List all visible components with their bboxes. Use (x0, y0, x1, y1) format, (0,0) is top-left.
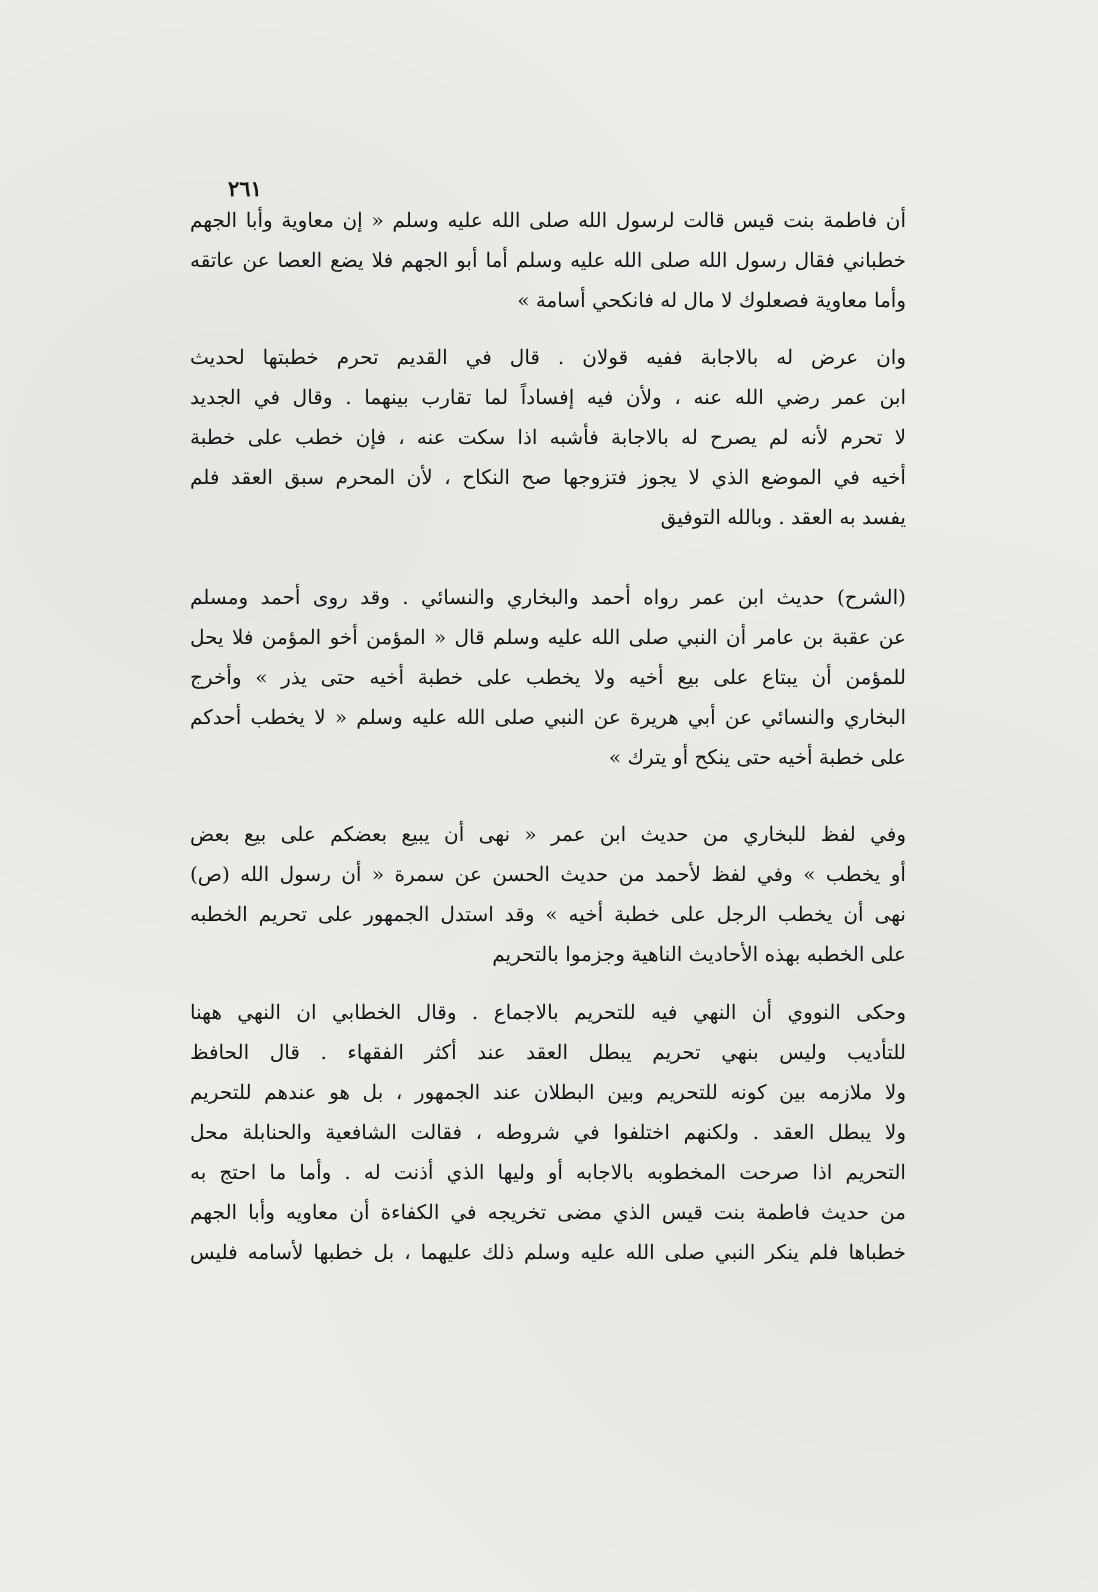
text-line: ولا ملازمه بين كونه للتحريم وبين البطلان عند الجمهور ، بل هو عندهم للتحريم (190, 1080, 906, 1104)
text-line: (الشرح) حديث ابن عمر رواه أحمد والبخاري والنسائي . وقد روى أحمد ومسلم (190, 585, 906, 609)
text-line: وأما معاوية فصعلوك لا مال له فانكحي أسامة » (517, 288, 906, 312)
text-line: ولا يبطل العقد . ولكنهم اختلفوا في شروطه ، فقالت الشافعية والحنابلة محل (190, 1120, 906, 1144)
text-line: أن فاطمة بنت قيس قالت لرسول الله صلى الله عليه وسلم « إن معاوية وأبا الجهم (190, 208, 906, 232)
text-line: يفسد به العقد . وبالله التوفيق (660, 505, 906, 529)
text-line: أخيه في الموضع الذي لا يجوز فتزوجها صح النكاح ، لأن المحرم سبق العقد فلم (190, 465, 906, 489)
paragraph-sharh (190, 577, 906, 777)
text-line: وفي لفظ للبخاري من حديث ابن عمر « نهى أن يبيع بعضكم على بيع بعض (190, 822, 906, 846)
text-line: وان عرض له بالاجابة ففيه قولان . قال في القديم تحرم خطبتها لحديث (190, 345, 906, 369)
text-line: على الخطبه بهذه الأحاديث الناهية وجزموا بالتحريم (492, 942, 906, 966)
text-line: ابن عمر رضي الله عنه ، ولأن فيه إفساداً لما تقارب بينهما . وقال في الجديد (190, 385, 906, 409)
text-line: وحكى النووي أن النهي فيه للتحريم بالاجماع . وقال الخطابي ان النهي ههنا (190, 1000, 906, 1024)
text-line: خطباها فلم ينكر النبي صلى الله عليه وسلم ذلك عليهما ، بل خطبها لأسامه فليس (190, 1240, 906, 1264)
paragraph-bukhari-wording (190, 814, 906, 974)
text-line: التحريم اذا صرحت المخطوبه بالاجابه أو وليها الذي أذنت له . وأما ما احتج به (190, 1160, 906, 1184)
text-line: لا تحرم لأنه لم يصرح له بالاجابة فأشبه اذا سكت عنه ، فإن خطب على خطبة (190, 425, 906, 449)
text-line: البخاري والنسائي عن أبي هريرة عن النبي صلى الله عليه وسلم « لا يخطب أحدكم (190, 705, 906, 729)
text-line: على خطبة أخيه حتى ينكح أو يترك » (608, 745, 906, 769)
text-line: نهى أن يخطب الرجل على خطبة أخيه » وقد استدل الجمهور على تحريم الخطبه (190, 902, 906, 926)
text-line: للمؤمن أن يبتاع على بيع أخيه ولا يخطب على خطبة أخيه حتى يذر » وأخرج (190, 665, 906, 689)
text-line: للتأديب وليس بنهي تحريم يبطل العقد عند أكثر الفقهاء . قال الحافظ (190, 1040, 906, 1064)
page-number: ٢٦١ (228, 176, 262, 201)
paragraph-nawawi (190, 992, 906, 1272)
text-line: من حديث فاطمة بنت قيس الذي مضى تخريجه في الكفاءة أن معاويه وأبا الجهم (190, 1200, 906, 1224)
text-line: أو يخطب » وفي لفظ لأحمد من حديث الحسن عن سمرة « أن رسول الله (ص) (190, 862, 906, 886)
paragraph-matn (190, 337, 906, 537)
paragraph-hadith-fatima (190, 200, 906, 320)
text-line: عن عقبة بن عامر أن النبي صلى الله عليه وسلم قال « المؤمن أخو المؤمن فلا يحل (190, 625, 906, 649)
text-line: خطباني فقال رسول الله صلى الله عليه وسلم أما أبو الجهم فلا يضع العصا عن عاتقه (190, 248, 906, 272)
